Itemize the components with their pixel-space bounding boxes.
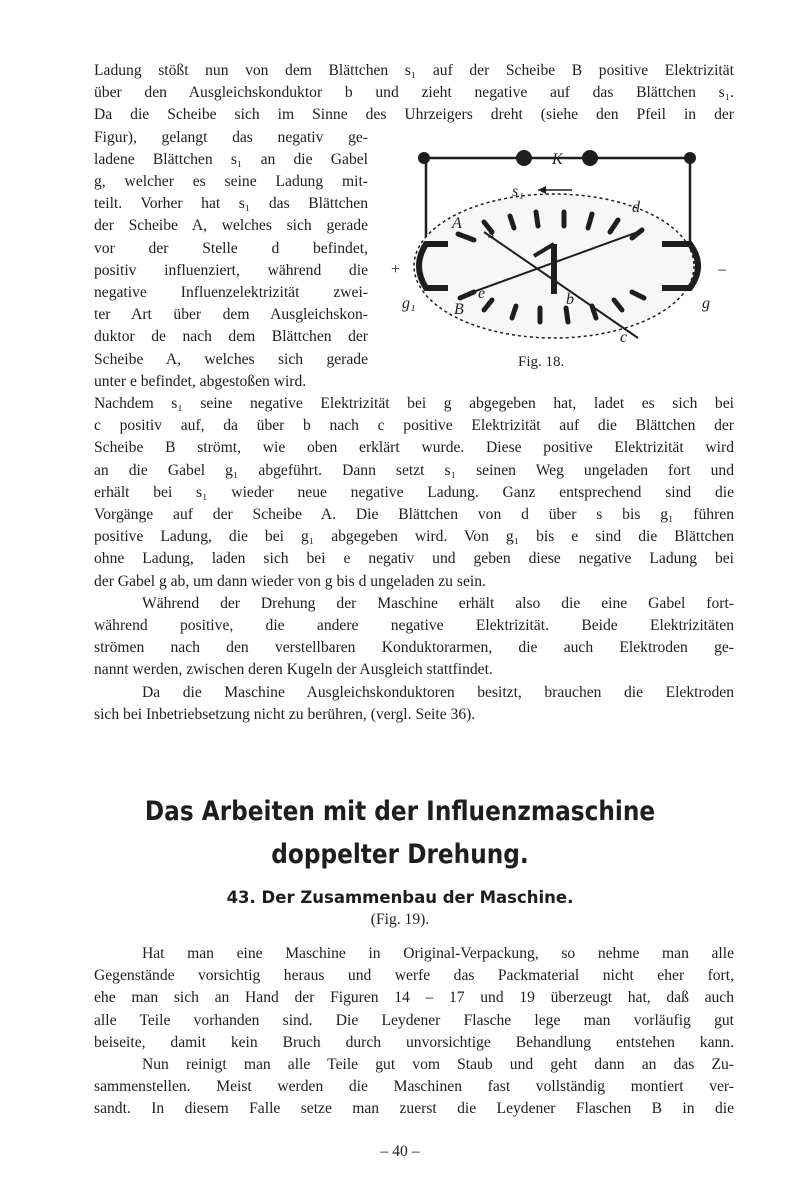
text-line: ohne Ladung, laden sich bei e negativ und geben diese negative Ladung bei: [94, 550, 734, 568]
label-K: K: [552, 151, 563, 168]
text-line: Ladung stößt nun von dem Blättchen s₁ auf der Scheibe B positive Elektrizität: [94, 62, 734, 79]
text-line: nannt werden, zwischen deren Kugeln der Ausgleich stattfindet.: [94, 661, 493, 679]
text-line: unter e befindet, abgestoßen wird.: [94, 372, 307, 390]
page-number: – 40 –: [380, 1143, 420, 1160]
text-line: Figur), gelangt das negativ ge-: [94, 128, 368, 146]
figure-caption: Fig. 18.: [518, 354, 565, 370]
text-line: Während der Drehung der Maschine erhält also die eine Gabel fort-: [142, 594, 734, 612]
text-line: der Gabel g ab, um dann wieder von g bis d ungeladen zu sein.: [94, 572, 486, 590]
text-line: strömen nach den verstellbaren Konduktorarmen, die auch Elektroden ge-: [94, 639, 734, 657]
text-line: Nun reinigt man alle Teile gut vom Staub und geht dann an das Zu-: [142, 1056, 734, 1074]
label-g1: g₁: [402, 295, 416, 312]
label-s: s: [488, 225, 495, 242]
section-heading-line2: doppelter Drehung.: [271, 839, 529, 870]
section-body: [94, 943, 734, 1121]
text-line: sammenstellen. Meist werden die Maschinen fast vollständig montiert ver-: [94, 1078, 734, 1096]
text-line: Scheibe A, welches sich gerade: [94, 350, 368, 368]
wrapped-text-beside-figure: [94, 127, 368, 393]
label-minus: –: [718, 261, 726, 278]
text-line: vor der Stelle d befindet,: [94, 239, 368, 257]
text-line: Nachdem s₁ seine negative Elektrizität bei g abgegeben hat, ladet es sich bei: [94, 395, 734, 413]
label-B: B: [454, 301, 464, 318]
text-line: negative Influenzelektrizität zwei-: [94, 284, 368, 302]
label-c: c: [620, 329, 628, 346]
text-line: über den Ausgleichskonduktor b und zieht negative auf das Blättchen s₁.: [94, 84, 734, 102]
text-line: positive Ladung, die bei g₁ abgegeben wird. Von g₁ bis e sind die Blättchen: [94, 528, 734, 546]
label-plus: +: [390, 261, 401, 278]
text-line: sandt. In diesem Falle setze man zuerst die Leydener Flaschen B in die: [94, 1100, 734, 1118]
influence-machine-diagram: [388, 148, 734, 348]
label-b: b: [566, 291, 574, 308]
text-line: sich bei Inbetriebsetzung nicht zu berühren, (vergl. Seite 36).: [94, 705, 476, 723]
text-line: ehe man sich an Hand der Figuren 14 – 17 und 19 überzeugt hat, daß auch: [94, 989, 734, 1007]
text-line: ter Art über dem Ausgleichskon-: [94, 306, 368, 324]
label-e: e: [478, 285, 486, 302]
subsection-heading: 43. Der Zusammenbau der Maschine.: [226, 888, 574, 907]
text-line: beiseite, damit kein Bruch durch unvorsichtige Behandlung entstehen kann.: [94, 1033, 734, 1051]
text-line: positiv influenziert, während die: [94, 261, 368, 279]
figure-18: [388, 148, 734, 380]
text-line: g, welcher es seine Ladung mit-: [94, 173, 368, 191]
label-g: g: [702, 295, 710, 312]
text-line: erhält bei s₁ wieder neue negative Ladung. Ganz entsprechend sind die: [94, 483, 734, 501]
text-line: teilt. Vorher hat s₁ das Blättchen: [94, 195, 368, 213]
section-heading-line1: Das Arbeiten mit der Influenzmaschine: [144, 796, 656, 827]
text-line: ladene Blättchen s₁ an die Gabel: [94, 150, 368, 168]
label-A: A: [452, 215, 462, 232]
text-line: Gegenstände vorsichtig heraus und werfe das Packmaterial nicht eher fort,: [94, 967, 734, 985]
text-line: alle Teile vorhanden sind. Die Leydener Flasche lege man vorläufig gut: [94, 1011, 734, 1029]
text-line: Da die Scheibe sich im Sinne des Uhrzeigers dreht (siehe den Pfeil in der: [94, 106, 734, 124]
text-line: an die Gabel g₁ abgeführt. Dann setzt s₁ seinen Weg ungeladen fort und: [94, 461, 734, 479]
text-line: Hat man eine Maschine in Original-Verpackung, so nehme man alle: [142, 945, 734, 962]
text-line: Vorgänge auf der Scheibe A. Die Blättchen von d über s bis g₁ führen: [94, 506, 734, 524]
text-line: duktor de nach dem Blättchen der: [94, 328, 368, 346]
text-line: der Scheibe A, welches sich gerade: [94, 217, 368, 235]
label-s1: s₁: [512, 183, 524, 200]
text-line: während positive, die andere negative Elektrizität. Beide Elektrizitäten: [94, 617, 734, 635]
text-line: c positiv auf, da über b nach c positive Elektrizität auf die Blättchen der: [94, 417, 734, 435]
figure-reference: (Fig. 19).: [370, 911, 430, 928]
label-d: d: [632, 199, 640, 216]
text-line: Da die Maschine Ausgleichskonduktoren besitzt, brauchen die Elektroden: [142, 683, 734, 701]
text-line: Scheibe B strömt, wie oben erklärt wurde. Diese positive Elektrizität wird: [94, 439, 734, 457]
